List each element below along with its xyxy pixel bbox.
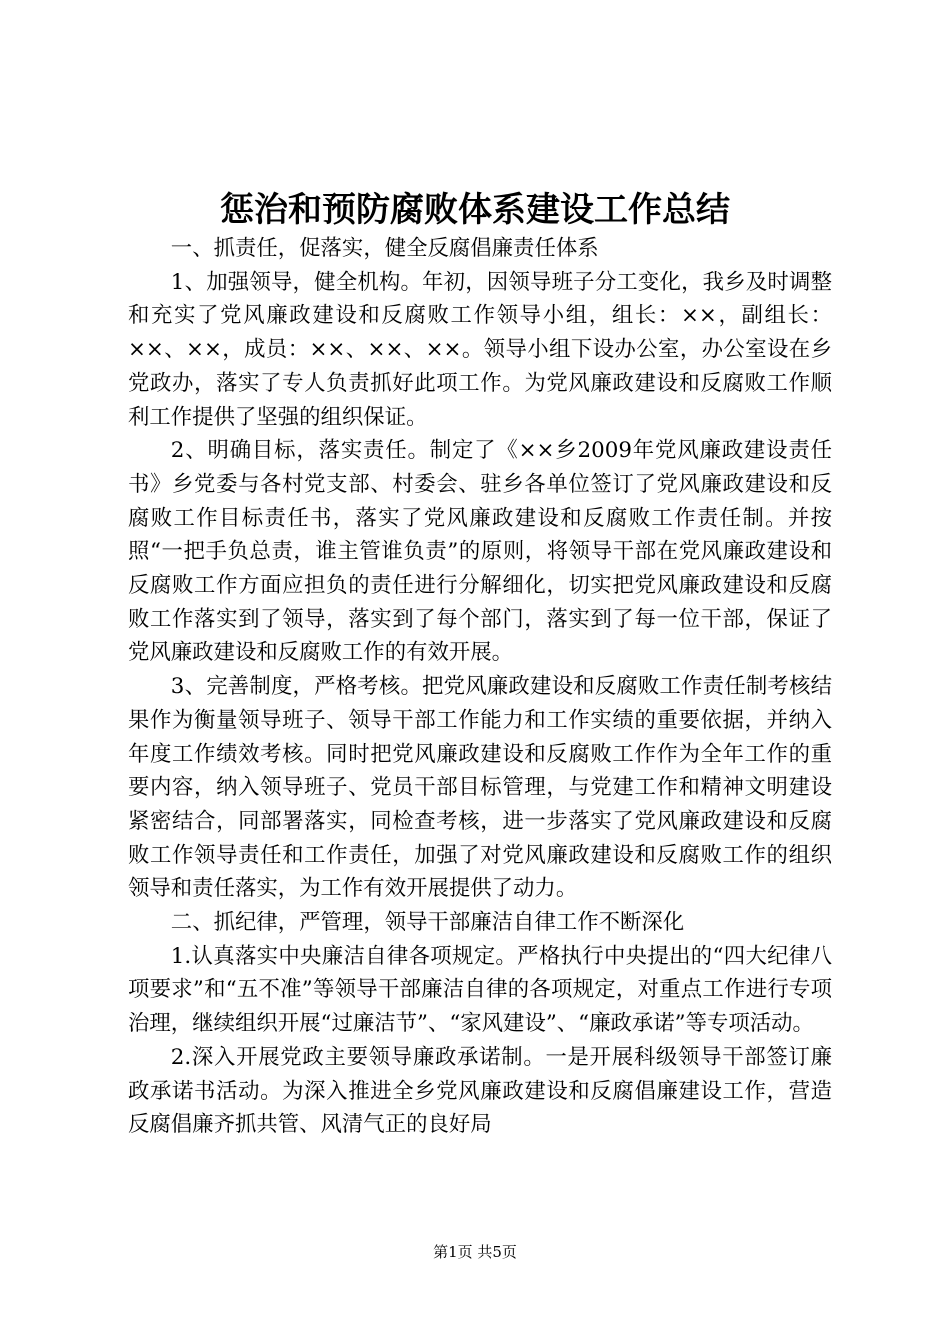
section-heading: 二、抓纪律，严管理，领导干部廉洁自律工作不断深化 bbox=[170, 910, 685, 936]
body-paragraph: 3、完善制度，严格考核。把党风廉政建设和反腐败工作责任制考核结果作为衡量领导班子、领导干部工作能力和工作实绩的重要依据，并纳入年度工作绩效考核。同时把党风廉政建设和反腐败工作作为全年工作的重要内容，纳入领导班子、党员干部目标管理，与党建工作和精神文明建设紧密结合，同部署落实，同检查考核，进一步落实了党风廉政建设和反腐败工作领导责任和工作责任，加强了对党风廉政建设和反腐败工作的组织领导和责任落实，为工作有效开展提供了动力。 bbox=[128, 674, 832, 902]
body-paragraph: 1、加强领导，健全机构。年初，因领导班子分工变化，我乡及时调整和充实了党风廉政建设和反腐败工作领导小组，组长：××，副组长：××、××，成员：××、××、××。领导小组下设办公室，办公室设在乡党政办，落实了专人负责抓好此项工作。为党风廉政建设和反腐败工作顺利工作提供了坚强的组织保证。 bbox=[128, 269, 832, 430]
page-footer: 第1页 共5页 bbox=[433, 1243, 517, 1261]
body-paragraph: 2、明确目标，落实责任。制定了《××乡2009年党风廉政建设责任书》乡党委与各村党支部、村委会、驻乡各单位签订了党风廉政建设和反腐败工作目标责任书，落实了党风廉政建设和反腐败工作责任制。并按照“一把手负总责，谁主管谁负责”的原则，将领导干部在党风廉政建设和反腐败工作方面应担负的责任进行分解细化，切实把党风廉政建设和反腐败工作落实到了领导，落实到了每个部门，落实到了每一位干部，保证了党风廉政建设和反腐败工作的有效开展。 bbox=[128, 438, 832, 666]
body-paragraph: 1.认真落实中央廉洁自律各项规定。严格执行中央提出的“四大纪律八项要求”和“五不准”等领导干部廉洁自律的各项规定，对重点工作进行专项治理，继续组织开展“过廉洁节”、“家风建设”、“廉政承诺”等专项活动。 bbox=[128, 943, 832, 1037]
section-heading: 一、抓责任，促落实，健全反腐倡廉责任体系 bbox=[170, 236, 599, 261]
body-paragraph: 2.深入开展党政主要领导廉政承诺制。一是开展科级领导干部签订廉政承诺书活动。为深入推进全乡党风廉政建设和反腐倡廉建设工作，营造反腐倡廉齐抓共管、风清气正的良好局 bbox=[128, 1044, 832, 1138]
document-body bbox=[128, 232, 832, 1142]
document-title: 惩治和预防腐败体系建设工作总结 bbox=[220, 190, 730, 230]
